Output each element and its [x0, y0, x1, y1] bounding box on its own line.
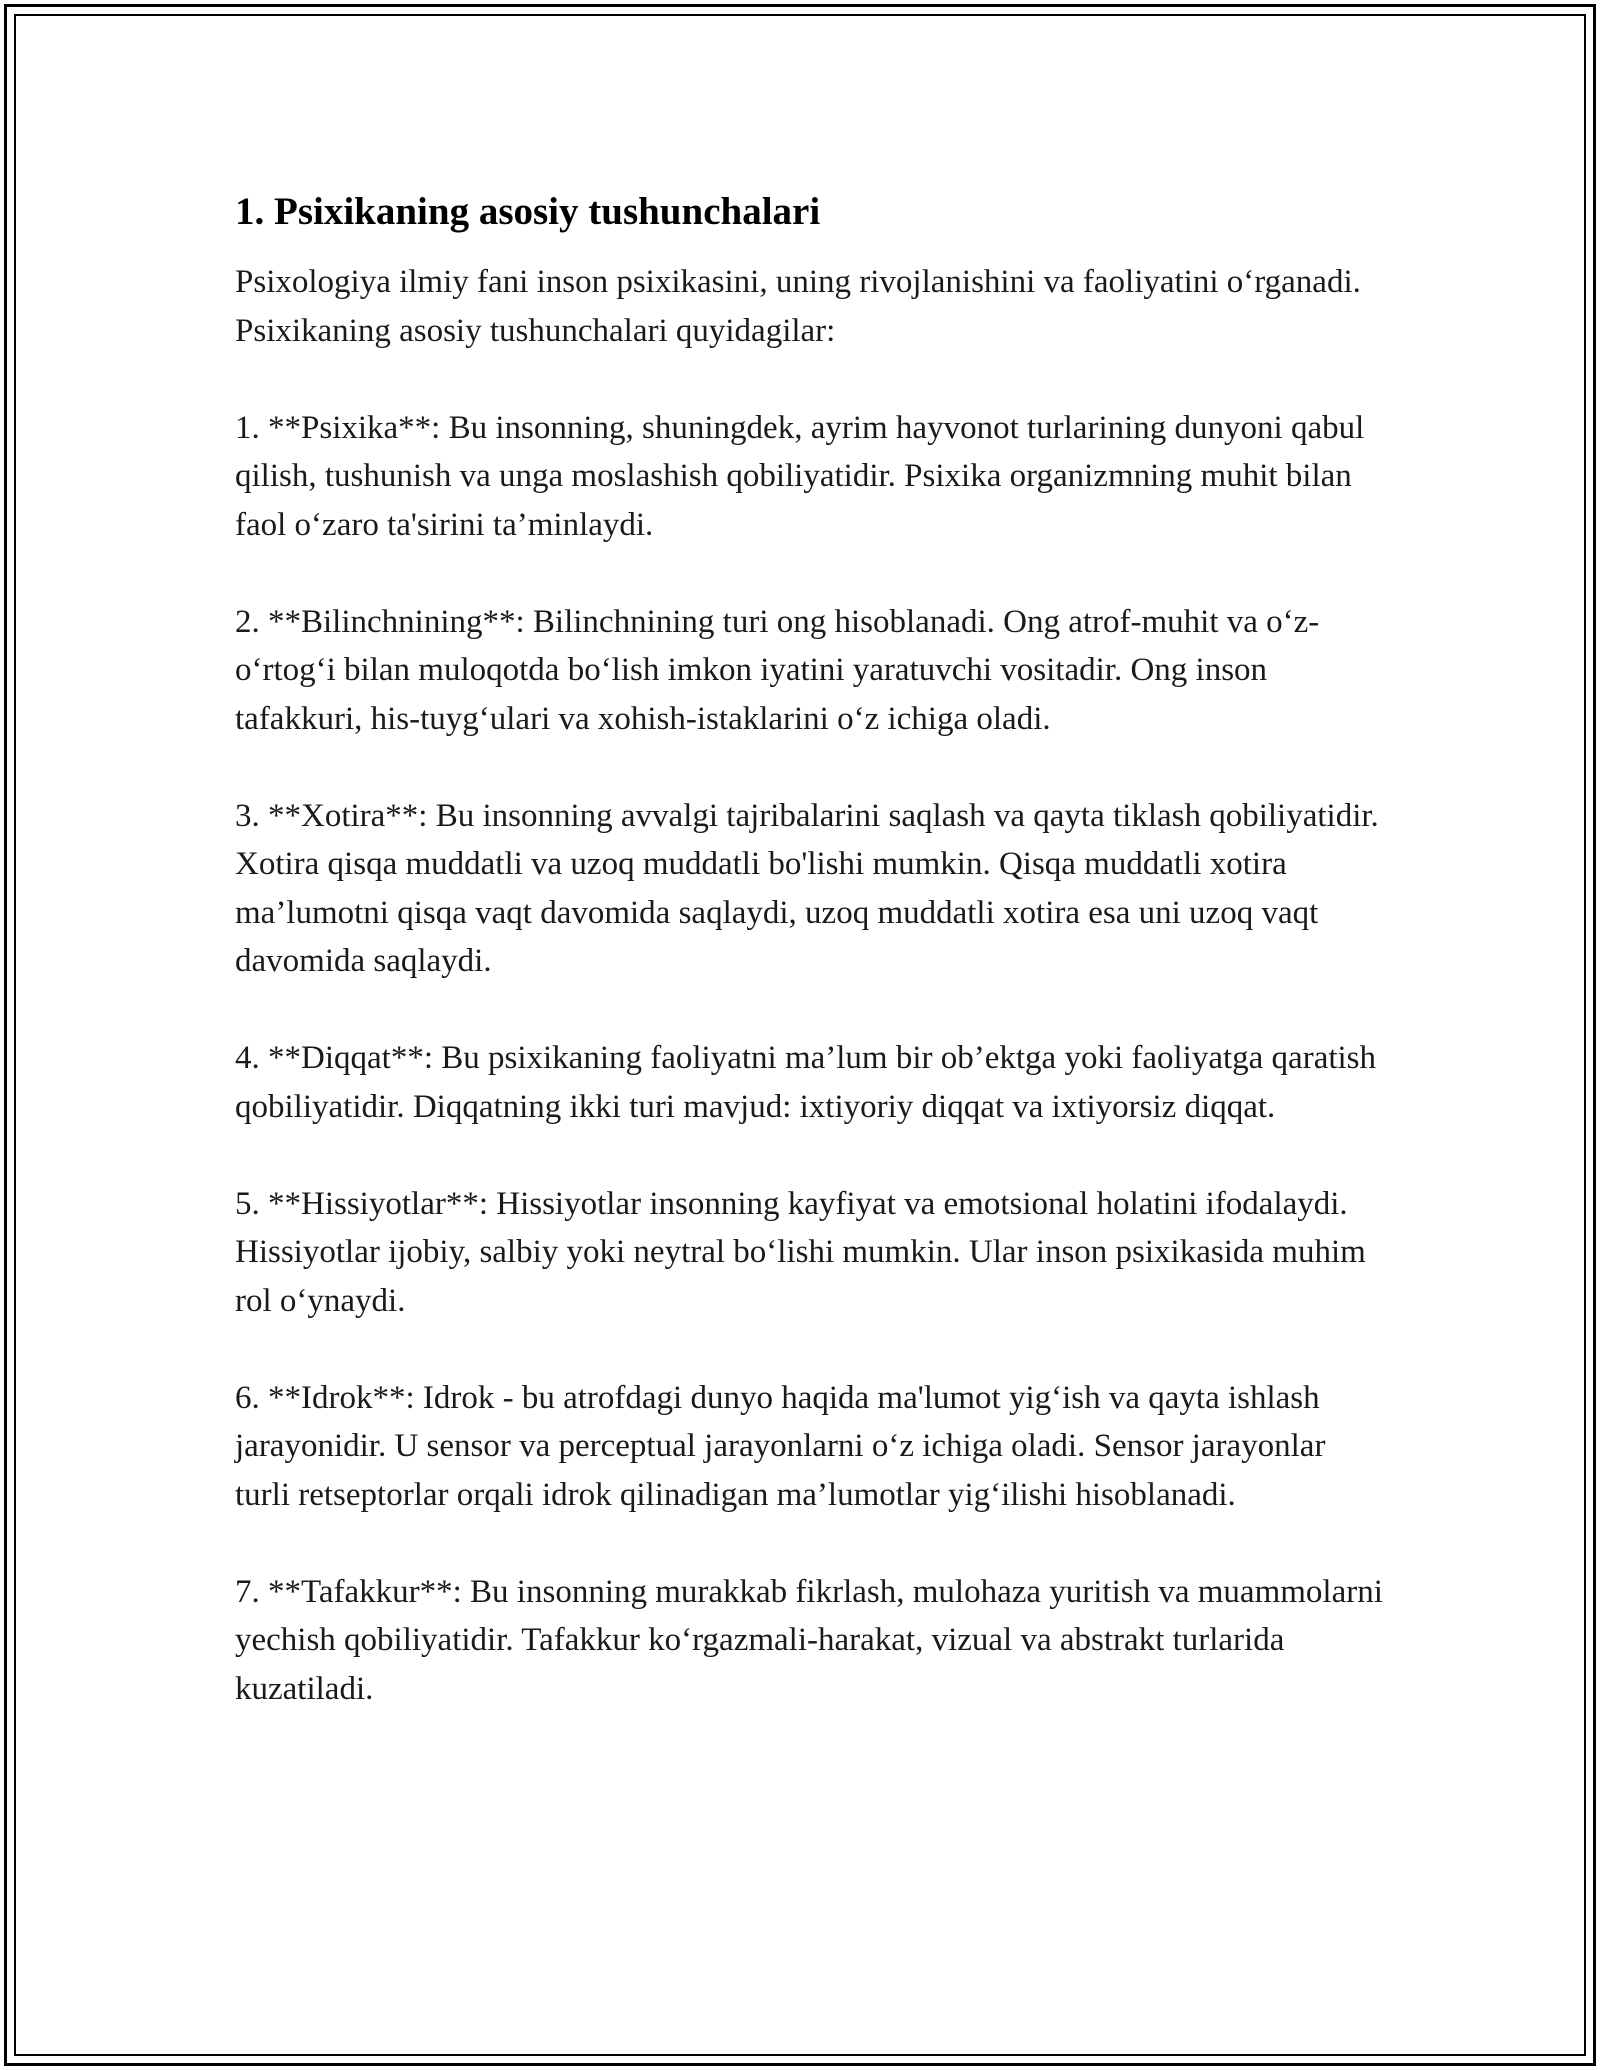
document-title: 1. Psixikaning asosiy tushunchalari	[235, 190, 821, 233]
list-item-diqqat: 4. **Diqqat**: Bu psixikaning faoliyatni ma’lum bir ob’ektga yoki faoliyatga qaratish qobiliyatidir. Diqqatning ikki turi mavjud: ixtiyoriy diqqat va ixtiyorsiz diqqat.	[235, 1040, 1377, 1125]
list-item-xotira: 3. **Xotira**: Bu insonning avvalgi tajribalarini saqlash va qayta tiklash qobiliyatidir. Xotira qisqa muddatli va uzoq muddatli bo'lishi mumkin. Qisqa muddatli xotira ma’lumotni qisqa vaqt davomida saqlaydi, uzoq muddatli xotira esa uni uzoq vaqt davomida saqlaydi.	[235, 797, 1379, 979]
list-item-idrok: 6. **Idrok**: Idrok - bu atrofdagi dunyo haqida ma'lumot yig‘ish va qayta ishlash jarayonidir. U sensor va perceptual jarayonlarni o‘z ichiga oladi. Sensor jarayonlar turli retseptorlar orqali idrok qilinadigan ma’lumotlar yig‘ilishi hisoblanadi.	[235, 1379, 1326, 1513]
intro-paragraph: Psixologiya ilmiy fani inson psixikasini, uning rivojlanishini va faoliyatini o‘rganadi. Psixikaning asosiy tushunchalari quyidagilar:	[235, 264, 1361, 349]
list-item-tafakkur: 7. **Tafakkur**: Bu insonning murakkab fikrlash, mulohaza yuritish va muammolarni yechish qobiliyatidir. Tafakkur ko‘rgazmali-harakat, vizual va abstrakt turlarida kuzatiladi.	[235, 1573, 1383, 1707]
list-item-bilinchnining: 2. **Bilinchnining**: Bilinchnining turi ong hisoblanadi. Ong atrof-muhit va o‘z-o‘rtog‘i bilan muloqotda bo‘lish imkon iyatini yaratuvchi vositadir. Ong inson tafakkuri, his-tuyg‘ulari va xohish-istaklarini o‘z ichiga oladi.	[235, 603, 1320, 737]
list-item-hissiyotlar: 5. **Hissiyotlar**: Hissiyotlar insonning kayfiyat va emotsional holatini ifodalaydi. Hissiyotlar ijobiy, salbiy yoki neytral bo‘lishi mumkin. Ular inson psixikasida muhim rol o‘ynaydi.	[235, 1185, 1366, 1319]
list-item-psixika: 1. **Psixika**: Bu insonning, shuningdek, ayrim hayvonot turlarining dunyoni qabul qilish, tushunish va unga moslashish qobiliyatidir. Psixika organizmning muhit bilan faol o‘zaro ta'sirini ta’minlaydi.	[235, 409, 1365, 543]
document-body	[235, 188, 1385, 1762]
